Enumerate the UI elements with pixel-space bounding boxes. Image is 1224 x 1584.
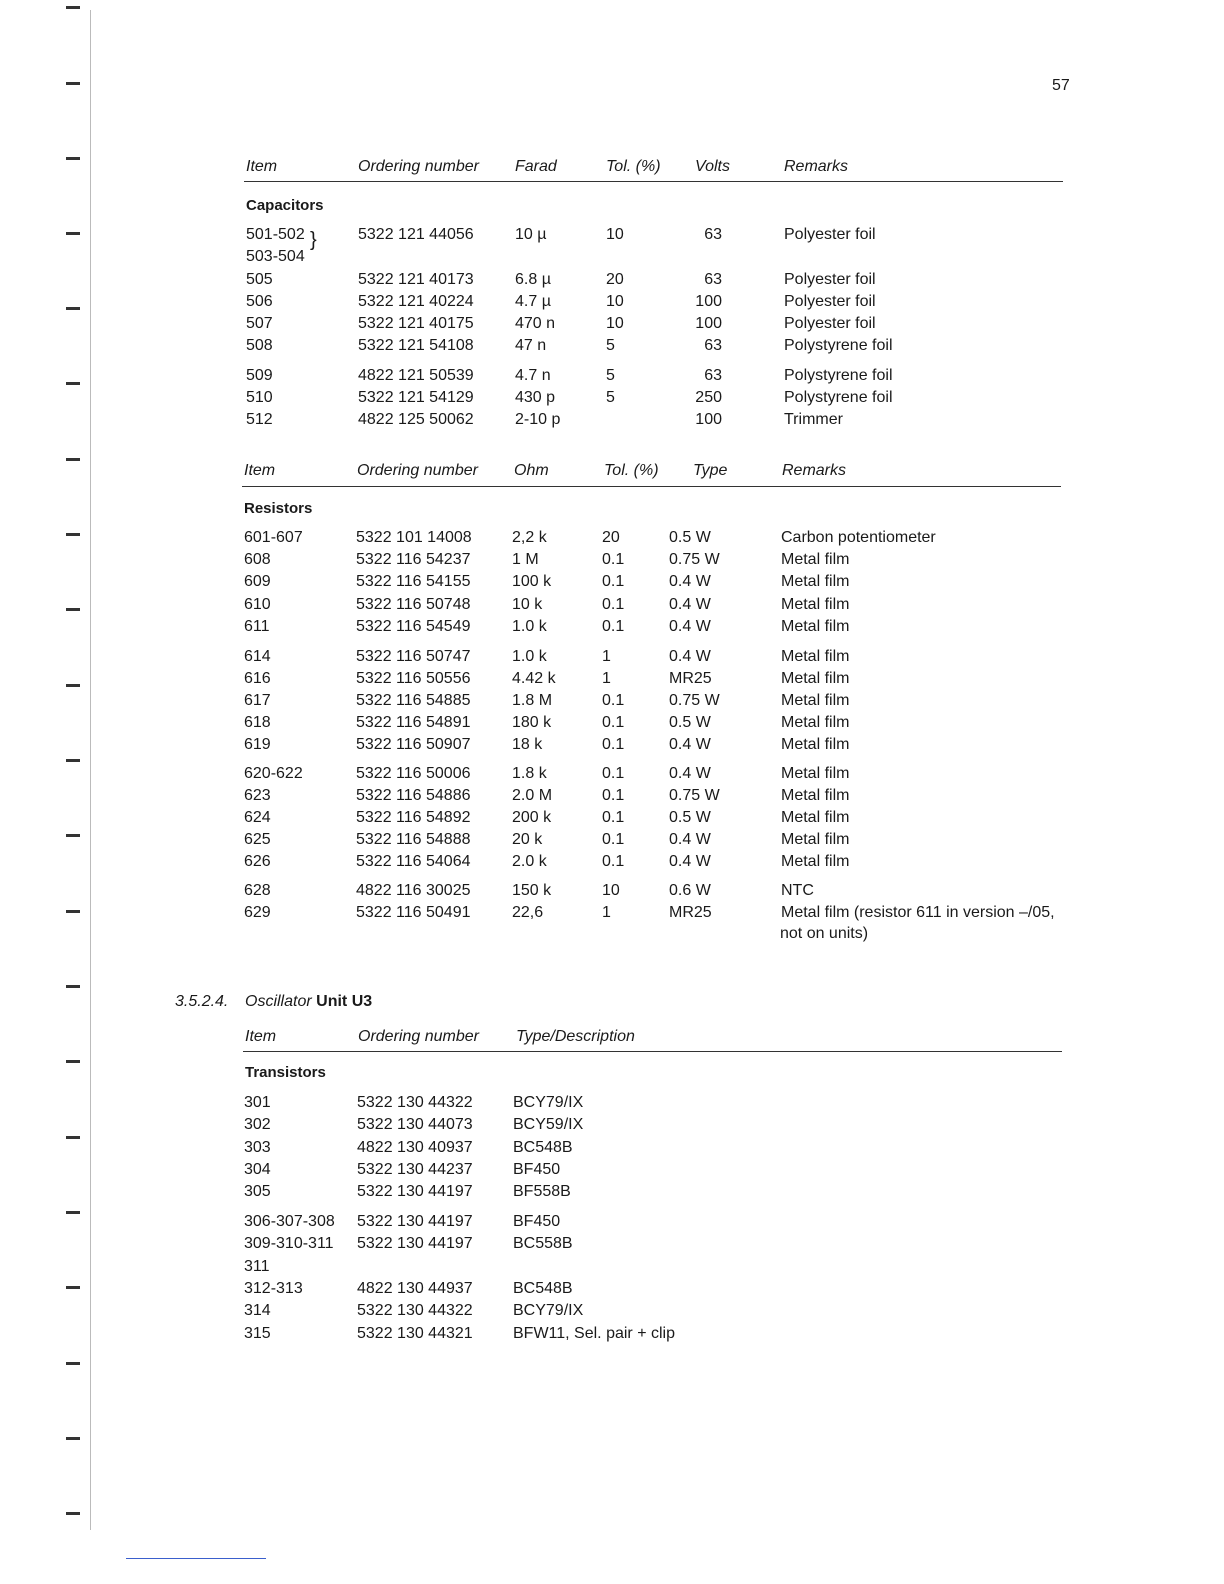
header-rule xyxy=(243,1051,1062,1052)
header-rule xyxy=(242,486,1061,487)
table-cell: 5322 130 44322 xyxy=(357,1094,473,1111)
table-cell: BC548B xyxy=(513,1280,573,1297)
table-cell: 311 xyxy=(244,1258,270,1275)
table-cell: 22,6 xyxy=(512,904,544,921)
table-cell: 5322 121 40175 xyxy=(358,315,474,332)
table-cell: 0.4 W xyxy=(669,765,711,782)
table-cell: BC558B xyxy=(513,1235,573,1252)
table-cell: 4822 125 50062 xyxy=(358,411,474,428)
table-cell: 628 xyxy=(244,882,271,899)
table-cell: 10 xyxy=(606,315,624,332)
table-cell: 0.1 xyxy=(602,787,625,804)
col-header-type-description: Type/Description xyxy=(516,1028,635,1045)
table-cell: Metal film xyxy=(781,551,850,568)
table-cell: Metal film xyxy=(781,714,850,731)
table-cell: 10 k xyxy=(512,596,543,613)
table-cell: 506 xyxy=(246,293,273,310)
table-cell: 2,2 k xyxy=(512,529,547,546)
table-cell: 0.1 xyxy=(602,618,625,635)
table-cell: 309-310-311 xyxy=(244,1235,334,1252)
category-label: Transistors xyxy=(245,1064,326,1081)
table-cell: 10 xyxy=(602,882,620,899)
table-cell: 0.4 W xyxy=(669,596,711,613)
table-cell: 5322 116 50747 xyxy=(356,648,471,665)
table-cell: 250 xyxy=(695,389,722,406)
table-cell: 63 xyxy=(704,226,722,243)
table-cell: 470 n xyxy=(515,315,556,332)
table-cell: 5322 101 14008 xyxy=(356,529,472,546)
col-header-ordering-number: Ordering number xyxy=(358,1028,479,1045)
table-cell: 0.1 xyxy=(602,853,625,870)
table-cell: 4.7 n xyxy=(515,367,551,384)
table-cell: 100 xyxy=(695,411,722,428)
table-cell: 505 xyxy=(246,271,273,288)
table-cell: 0.1 xyxy=(602,765,625,782)
col-header-remarks: Remarks xyxy=(782,462,847,479)
table-cell: 2-10 p xyxy=(515,411,561,428)
table-cell: BCY79/IX xyxy=(513,1302,584,1319)
table-cell: Polyester foil xyxy=(784,293,876,310)
table-cell: 0.1 xyxy=(602,692,625,709)
table-cell: 0.5 W xyxy=(669,529,711,546)
table-cell: Carbon potentiometer xyxy=(781,529,936,546)
table-cell: 100 k xyxy=(512,573,552,590)
table-cell: 18 k xyxy=(512,736,543,753)
remark-continuation: not on units) xyxy=(780,925,869,942)
col-header-ordering-number: Ordering number xyxy=(357,462,478,479)
table-cell: 0.4 W xyxy=(669,853,711,870)
col-header-item: Item xyxy=(244,462,276,479)
table-cell: 5322 116 54064 xyxy=(356,853,471,870)
table-cell: 0.4 W xyxy=(669,618,711,635)
table-cell: 601-607 xyxy=(244,529,303,546)
table-cell: 305 xyxy=(244,1183,271,1200)
table-cell: 0.1 xyxy=(602,714,625,731)
table-cell: 4822 121 50539 xyxy=(358,367,474,384)
table-cell: 0.75 W xyxy=(669,551,720,568)
table-cell: 0.5 W xyxy=(669,714,711,731)
section-title-bold: Unit U3 xyxy=(316,993,373,1010)
col-header-volts: Volts xyxy=(695,158,730,175)
table-cell: 302 xyxy=(244,1116,271,1133)
table-cell: 5322 121 44056 xyxy=(358,226,474,243)
table-cell: 0.75 W xyxy=(669,692,720,709)
table-cell: 63 xyxy=(704,367,722,384)
table-cell: 5322 116 50556 xyxy=(356,670,471,687)
table-cell: 2.0 k xyxy=(512,853,547,870)
table-cell: Metal film xyxy=(781,809,850,826)
col-header-ohm: Ohm xyxy=(514,462,549,479)
table-cell: 623 xyxy=(244,787,271,804)
table-cell: 430 p xyxy=(515,389,556,406)
header-rule xyxy=(244,181,1063,182)
table-cell: Metal film xyxy=(781,573,850,590)
table-cell: 312-313 xyxy=(244,1280,303,1297)
col-header-item: Item xyxy=(245,1028,277,1045)
table-cell: 5322 116 54892 xyxy=(356,809,471,826)
table-cell: 617 xyxy=(244,692,271,709)
table-cell: Polystyrene foil xyxy=(784,337,893,354)
table-cell: 4822 130 40937 xyxy=(357,1139,473,1156)
table-cell: 5322 121 40224 xyxy=(358,293,474,310)
table-cell: Metal film xyxy=(781,596,850,613)
table-cell: 5322 116 54237 xyxy=(356,551,471,568)
table-cell: BC548B xyxy=(513,1139,573,1156)
table-cell: 5 xyxy=(606,367,615,384)
footer-rule xyxy=(126,1558,266,1559)
table-cell: 5 xyxy=(606,389,615,406)
table-cell: 2.0 M xyxy=(512,787,553,804)
table-cell: 508 xyxy=(246,337,273,354)
table-cell: BF450 xyxy=(513,1213,561,1230)
table-cell: 4.42 k xyxy=(512,670,556,687)
table-cell: Polystyrene foil xyxy=(784,367,893,384)
col-header-item: Item xyxy=(246,158,278,175)
table-cell: 1.8 M xyxy=(512,692,553,709)
table-cell: BF558B xyxy=(513,1183,571,1200)
table-cell: BFW11, Sel. pair + clip xyxy=(513,1325,675,1342)
table-cell: 5322 130 44237 xyxy=(357,1161,473,1178)
table-cell: 619 xyxy=(244,736,271,753)
category-label: Capacitors xyxy=(246,197,324,214)
table-cell: Polyester foil xyxy=(784,271,876,288)
page-number: 57 xyxy=(1052,77,1070,94)
table-cell: 5322 130 44197 xyxy=(357,1235,473,1252)
table-cell: Polyester foil xyxy=(784,226,876,243)
category-label: Resistors xyxy=(244,500,313,517)
table-cell: Metal film xyxy=(781,787,850,804)
table-cell: 5322 130 44322 xyxy=(357,1302,473,1319)
table-cell: 200 k xyxy=(512,809,552,826)
table-cell: 5322 130 44321 xyxy=(357,1325,473,1342)
table-cell: Metal film (resistor 611 in version –/05, xyxy=(781,904,1055,921)
table-cell: 629 xyxy=(244,904,271,921)
table-cell: 4822 130 44937 xyxy=(357,1280,473,1297)
table-cell: 512 xyxy=(246,411,273,428)
table-cell: 0.1 xyxy=(602,809,625,826)
table-cell: 100 xyxy=(695,293,722,310)
table-cell: 0.4 W xyxy=(669,831,711,848)
table-cell: 5322 130 44197 xyxy=(357,1213,473,1230)
col-header-type: Type xyxy=(693,462,728,479)
table-cell: Metal film xyxy=(781,765,850,782)
brace-mark: } xyxy=(310,229,317,251)
table-cell: 1 xyxy=(602,904,611,921)
table-cell: Metal film xyxy=(781,618,850,635)
table-cell: 0.4 W xyxy=(669,573,711,590)
table-cell: 501-502 xyxy=(246,226,305,243)
table-cell: 0.4 W xyxy=(669,736,711,753)
table-cell: 180 k xyxy=(512,714,552,731)
table-cell: Metal film xyxy=(781,831,850,848)
table-cell: 5322 130 44073 xyxy=(357,1116,473,1133)
table-cell: 0.1 xyxy=(602,573,625,590)
table-cell: 1 xyxy=(602,648,611,665)
table-cell: 100 xyxy=(695,315,722,332)
table-cell: 5322 130 44197 xyxy=(357,1183,473,1200)
table-cell: 303 xyxy=(244,1139,271,1156)
table-cell: 0.4 W xyxy=(669,648,711,665)
table-cell: Metal film xyxy=(781,692,850,709)
col-header-tolerance: Tol. (%) xyxy=(604,462,659,479)
table-cell: 20 xyxy=(606,271,624,288)
table-cell: 0.1 xyxy=(602,551,625,568)
table-cell: 507 xyxy=(246,315,273,332)
table-cell: 306-307-308 xyxy=(244,1213,335,1230)
table-cell: Metal film xyxy=(781,670,850,687)
table-cell: 4822 116 30025 xyxy=(356,882,471,899)
table-cell: 10 µ xyxy=(515,226,547,243)
section-title-italic: Oscillator xyxy=(245,993,312,1010)
table-cell: 4.7 µ xyxy=(515,293,551,310)
table-cell: 609 xyxy=(244,573,271,590)
table-cell: 0.6 W xyxy=(669,882,711,899)
table-cell: 5322 116 50748 xyxy=(356,596,471,613)
table-cell: 1 xyxy=(602,670,611,687)
table-cell: 0.1 xyxy=(602,736,625,753)
table-cell: 5322 121 40173 xyxy=(358,271,474,288)
table-cell: 614 xyxy=(244,648,271,665)
table-cell: 503-504 xyxy=(246,248,305,265)
table-cell: 608 xyxy=(244,551,271,568)
table-cell: 510 xyxy=(246,389,273,406)
table-cell: MR25 xyxy=(669,904,712,921)
table-cell: 20 xyxy=(602,529,620,546)
table-cell: Polystyrene foil xyxy=(784,389,893,406)
table-cell: 624 xyxy=(244,809,271,826)
table-cell: 63 xyxy=(704,271,722,288)
table-cell: 5 xyxy=(606,337,615,354)
table-cell: 5322 116 54886 xyxy=(356,787,471,804)
table-cell: Metal film xyxy=(781,736,850,753)
col-header-tolerance: Tol. (%) xyxy=(606,158,661,175)
table-cell: 6.8 µ xyxy=(515,271,551,288)
table-cell: 620-622 xyxy=(244,765,303,782)
table-cell: BCY79/IX xyxy=(513,1094,584,1111)
table-cell: 0.1 xyxy=(602,596,625,613)
col-header-remarks: Remarks xyxy=(784,158,849,175)
table-cell: 626 xyxy=(244,853,271,870)
table-cell: 1 M xyxy=(512,551,539,568)
table-cell: 314 xyxy=(244,1302,271,1319)
table-cell: Polyester foil xyxy=(784,315,876,332)
table-cell: 10 xyxy=(606,226,624,243)
table-cell: 0.5 W xyxy=(669,809,711,826)
table-cell: 1.0 k xyxy=(512,618,547,635)
section-title xyxy=(245,993,372,1011)
table-cell: NTC xyxy=(781,882,814,899)
table-cell: 616 xyxy=(244,670,271,687)
table-cell: 0.75 W xyxy=(669,787,720,804)
table-cell: 47 n xyxy=(515,337,547,354)
table-cell: 5322 116 50491 xyxy=(356,904,471,921)
table-cell: BCY59/IX xyxy=(513,1116,584,1133)
table-cell: 5322 116 54891 xyxy=(356,714,471,731)
table-cell: 5322 116 54549 xyxy=(356,618,471,635)
table-cell: 10 xyxy=(606,293,624,310)
table-cell: Metal film xyxy=(781,853,850,870)
col-header-ordering-number: Ordering number xyxy=(358,158,479,175)
table-cell: 611 xyxy=(244,618,270,635)
table-cell: 0.1 xyxy=(602,831,625,848)
col-header-farad: Farad xyxy=(515,158,557,175)
section-number: 3.5.2.4. xyxy=(175,993,229,1010)
table-cell: BF450 xyxy=(513,1161,561,1178)
table-cell: 5322 116 54888 xyxy=(356,831,471,848)
table-cell: 610 xyxy=(244,596,271,613)
table-cell: 1.0 k xyxy=(512,648,547,665)
table-cell: 5322 116 54155 xyxy=(356,573,471,590)
table-cell: 5322 116 50907 xyxy=(356,736,471,753)
table-cell: 618 xyxy=(244,714,271,731)
table-cell: 5322 121 54129 xyxy=(358,389,474,406)
table-cell: Trimmer xyxy=(784,411,843,428)
table-cell: 304 xyxy=(244,1161,271,1178)
table-cell: 5322 116 54885 xyxy=(356,692,471,709)
table-cell: 315 xyxy=(244,1325,271,1342)
table-cell: 5322 116 50006 xyxy=(356,765,471,782)
table-cell: 5322 121 54108 xyxy=(358,337,474,354)
table-cell: 301 xyxy=(244,1094,271,1111)
table-cell: 150 k xyxy=(512,882,552,899)
table-cell: 20 k xyxy=(512,831,543,848)
table-cell: Metal film xyxy=(781,648,850,665)
table-cell: 63 xyxy=(704,337,722,354)
table-cell: 1.8 k xyxy=(512,765,547,782)
table-cell: 509 xyxy=(246,367,273,384)
table-cell: MR25 xyxy=(669,670,712,687)
table-cell: 625 xyxy=(244,831,271,848)
